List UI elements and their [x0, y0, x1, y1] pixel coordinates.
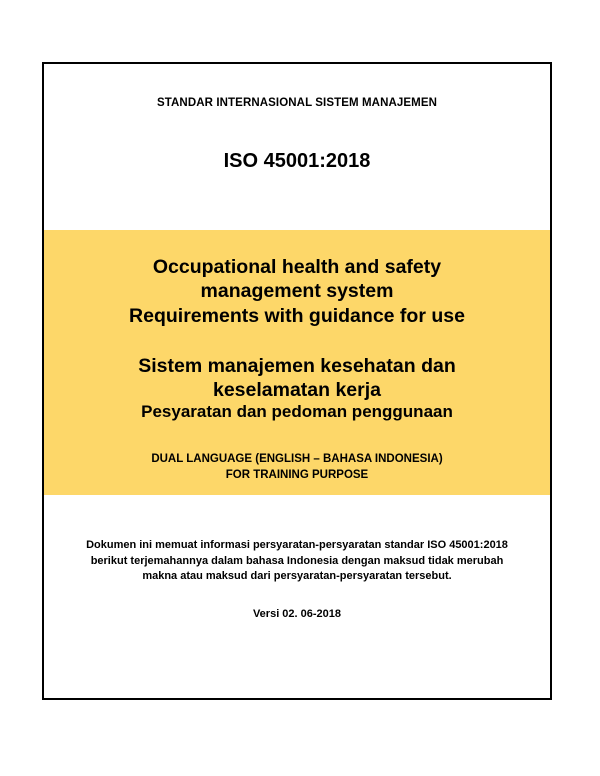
standard-code: ISO 45001:2018 [223, 150, 371, 172]
indonesian-title-line2: keselamatan kerja [212, 379, 382, 401]
title-band [44, 230, 550, 495]
english-title-line1: Occupational health and safety [152, 256, 442, 278]
description-line3: makna atau maksud dari persyaratan-persyaratan tersebut. [142, 570, 452, 582]
language-note-line1: DUAL LANGUAGE (ENGLISH – BAHASA INDONESIA) [151, 453, 443, 465]
english-subtitle: Requirements with guidance for use [129, 305, 465, 327]
description-paragraph [44, 538, 550, 585]
language-note-line2: FOR TRAINING PURPOSE [225, 469, 369, 481]
indonesian-title [44, 354, 550, 402]
organization-heading: STANDAR INTERNASIONAL SISTEM MANAJEMEN [156, 97, 438, 109]
description-line1: Dokumen ini memuat informasi persyaratan-persyaratan standar ISO 45001:2018 [86, 539, 508, 551]
indonesian-title-line1: Sistem manajemen kesehatan dan [138, 355, 456, 377]
description-line2: berikut terjemahannya dalam bahasa Indonesia dengan maksud tidak merubah [90, 554, 504, 567]
version-label: Versi 02. 06-2018 [252, 608, 342, 620]
english-title-line2: management system [200, 280, 394, 302]
indonesian-subtitle: Pesyaratan dan pedoman penggunaan [141, 402, 453, 421]
cover-frame [42, 62, 552, 700]
language-note [44, 451, 550, 483]
english-title [44, 255, 550, 303]
